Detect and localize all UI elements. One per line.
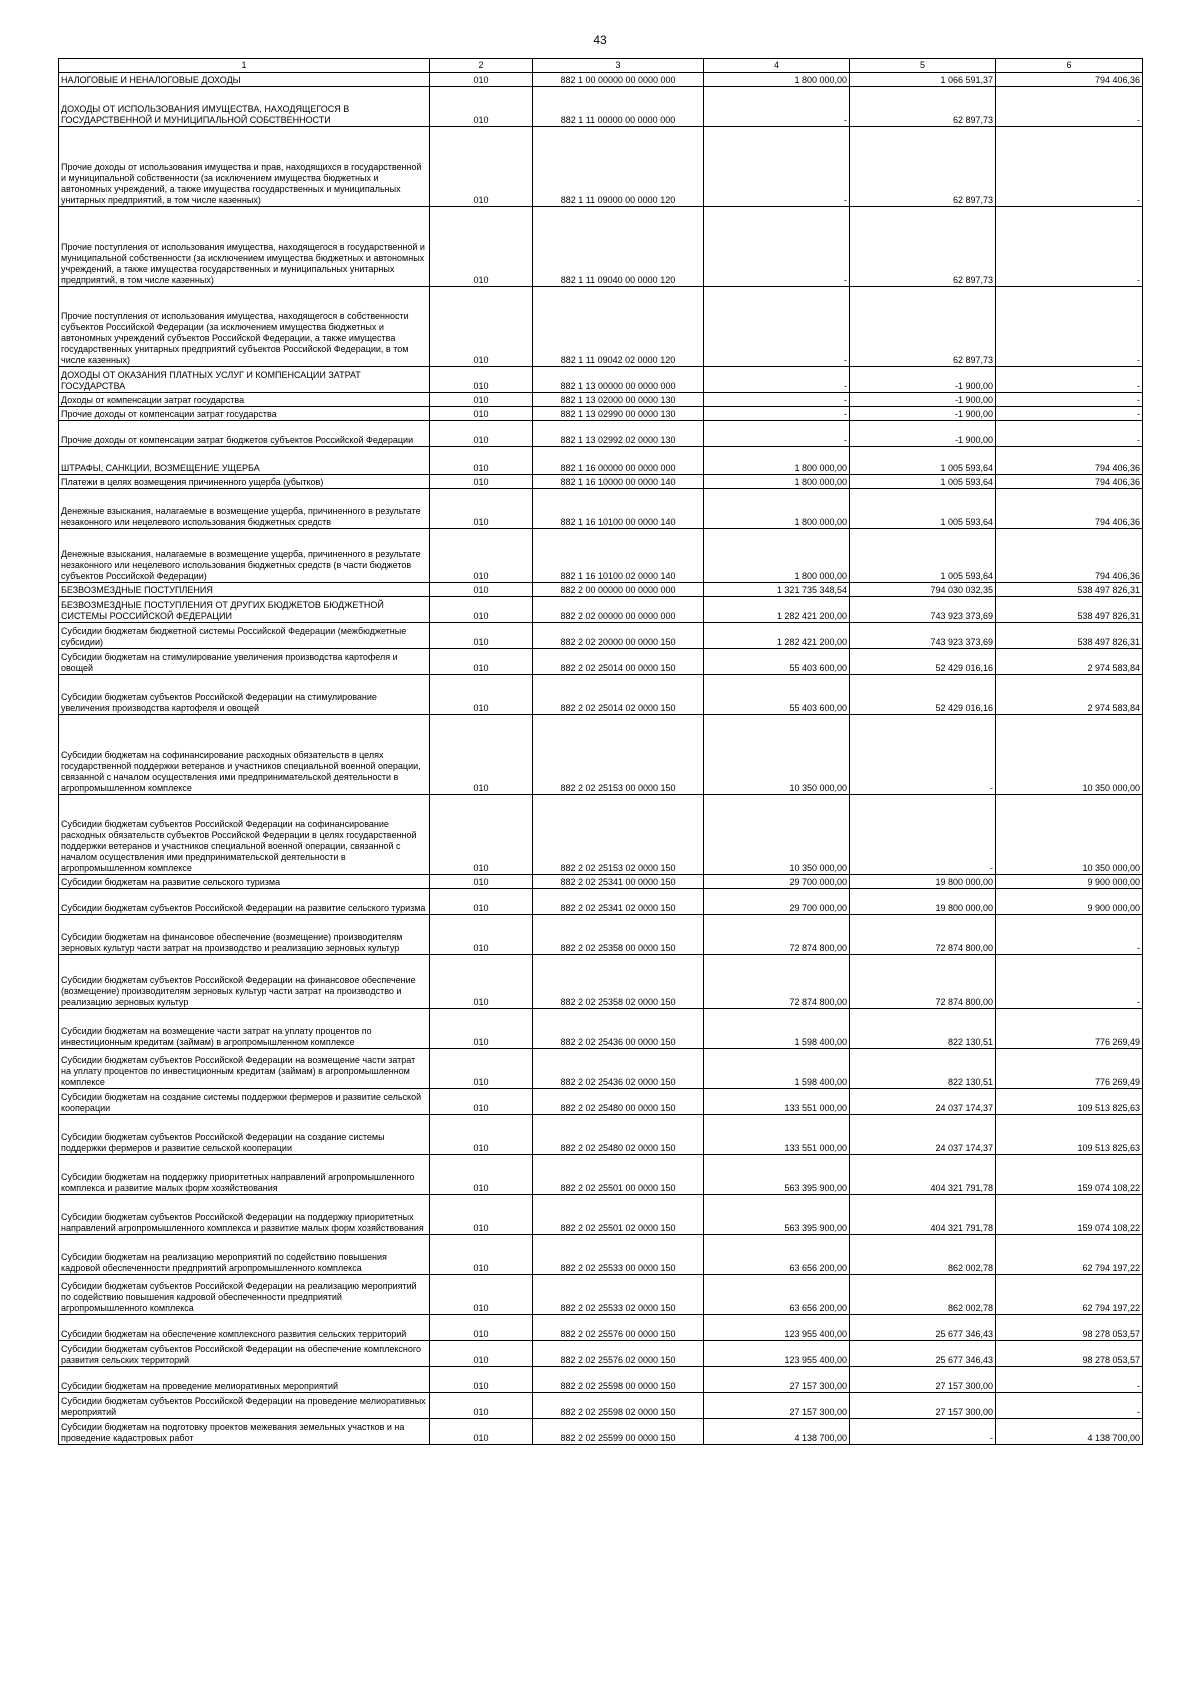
row-kbk: 882 2 02 25480 02 0000 150 xyxy=(533,1115,704,1155)
row-code: 010 xyxy=(430,649,533,675)
row-fact-value: 62 897,73 xyxy=(850,287,996,367)
row-plan-value: 133 551 000,00 xyxy=(704,1115,850,1155)
row-kbk: 882 2 02 25341 02 0000 150 xyxy=(533,889,704,915)
row-plan-value: 1 321 735 348,54 xyxy=(704,583,850,597)
row-fact-value: 25 677 346,43 xyxy=(850,1315,996,1341)
row-name: Субсидии бюджетам субъектов Российской Федерации на создание системы поддержки фермеров и развитие сельской кооперации xyxy=(59,1115,430,1155)
table-body xyxy=(59,73,1143,1445)
row-code: 010 xyxy=(430,489,533,529)
table-row xyxy=(59,421,1143,447)
table-row xyxy=(59,1235,1143,1275)
row-rest-value: 538 497 826,31 xyxy=(996,623,1143,649)
row-name: Субсидии бюджетам на возмещение части затрат на уплату процентов по инвестиционным кредитам (займам) в агропромышленном комплексе xyxy=(59,1009,430,1049)
row-plan-value: 1 282 421 200,00 xyxy=(704,623,850,649)
row-code: 010 xyxy=(430,393,533,407)
row-name: Субсидии бюджетам на обеспечение комплексного развития сельских территорий xyxy=(59,1315,430,1341)
row-fact-value: - xyxy=(850,715,996,795)
row-kbk: 882 2 02 25358 00 0000 150 xyxy=(533,915,704,955)
row-kbk: 882 2 02 25480 00 0000 150 xyxy=(533,1089,704,1115)
table-row xyxy=(59,1341,1143,1367)
row-fact-value: 743 923 373,69 xyxy=(850,597,996,623)
row-name: НАЛОГОВЫЕ И НЕНАЛОГОВЫЕ ДОХОДЫ xyxy=(59,73,430,87)
row-plan-value: 29 700 000,00 xyxy=(704,889,850,915)
row-kbk: 882 2 02 25576 00 0000 150 xyxy=(533,1315,704,1341)
row-code: 010 xyxy=(430,795,533,875)
row-plan-value: 27 157 300,00 xyxy=(704,1367,850,1393)
row-plan-value: - xyxy=(704,207,850,287)
row-code: 010 xyxy=(430,367,533,393)
row-name: Субсидии бюджетам на стимулирование увеличения производства картофеля и овощей xyxy=(59,649,430,675)
row-fact-value: 52 429 016,16 xyxy=(850,649,996,675)
row-name: Субсидии бюджетам на создание системы поддержки фермеров и развитие сельской кооперации xyxy=(59,1089,430,1115)
row-fact-value: 62 897,73 xyxy=(850,127,996,207)
table-row xyxy=(59,475,1143,489)
table-row xyxy=(59,367,1143,393)
row-code: 010 xyxy=(430,1155,533,1195)
row-code: 010 xyxy=(430,73,533,87)
table-row xyxy=(59,583,1143,597)
row-code: 010 xyxy=(430,407,533,421)
row-fact-value: 52 429 016,16 xyxy=(850,675,996,715)
table-row xyxy=(59,287,1143,367)
row-name: Субсидии бюджетам субъектов Российской Федерации на поддержку приоритетных направлений агропромышленного комплекса и развитие малых форм хозяйствования xyxy=(59,1195,430,1235)
column-header: 5 xyxy=(850,59,996,73)
row-name: БЕЗВОЗМЕЗДНЫЕ ПОСТУПЛЕНИЯ ОТ ДРУГИХ БЮДЖЕТОВ БЮДЖЕТНОЙ СИСТЕМЫ РОССИЙСКОЙ ФЕДЕРАЦИИ xyxy=(59,597,430,623)
row-name: БЕЗВОЗМЕЗДНЫЕ ПОСТУПЛЕНИЯ xyxy=(59,583,430,597)
row-rest-value: 794 406,36 xyxy=(996,475,1143,489)
row-plan-value: 563 395 900,00 xyxy=(704,1155,850,1195)
row-name: Прочие доходы от использования имущества и прав, находящихся в государственной и муниципальной собственности (за исключением имущества бюджетных и автономных учреждений, а также имущества государственных и муниципальных унитарных предприятий, в том числе казенных) xyxy=(59,127,430,207)
row-plan-value: 133 551 000,00 xyxy=(704,1089,850,1115)
table-row xyxy=(59,623,1143,649)
row-fact-value: 1 005 593,64 xyxy=(850,447,996,475)
row-fact-value: 24 037 174,37 xyxy=(850,1089,996,1115)
row-plan-value: 1 800 000,00 xyxy=(704,73,850,87)
row-plan-value: 123 955 400,00 xyxy=(704,1315,850,1341)
row-fact-value: 1 005 593,64 xyxy=(850,489,996,529)
row-name: Субсидии бюджетам субъектов Российской Федерации на обеспечение комплексного развития сельских территорий xyxy=(59,1341,430,1367)
row-kbk: 882 2 00 00000 00 0000 000 xyxy=(533,583,704,597)
row-kbk: 882 1 16 10100 02 0000 140 xyxy=(533,529,704,583)
row-kbk: 882 2 02 00000 00 0000 000 xyxy=(533,597,704,623)
row-name: Субсидии бюджетам субъектов Российской Федерации на возмещение части затрат на уплату процентов по инвестиционным кредитам (займам) в агропромышленном комплексе xyxy=(59,1049,430,1089)
row-plan-value: 4 138 700,00 xyxy=(704,1419,850,1445)
row-plan-value: - xyxy=(704,421,850,447)
table-row xyxy=(59,1049,1143,1089)
row-name: Субсидии бюджетам на подготовку проектов межевания земельных участков и на проведение кадастровых работ xyxy=(59,1419,430,1445)
column-header: 1 xyxy=(59,59,430,73)
row-rest-value: 538 497 826,31 xyxy=(996,597,1143,623)
row-kbk: 882 2 02 25358 02 0000 150 xyxy=(533,955,704,1009)
row-name: Субсидии бюджетам на проведение мелиоративных мероприятий xyxy=(59,1367,430,1393)
row-fact-value: -1 900,00 xyxy=(850,367,996,393)
row-name: Денежные взыскания, налагаемые в возмещение ущерба, причиненного в результате незаконного или нецелевого использования бюджетных средств (в части бюджетов субъектов Российской Федерации) xyxy=(59,529,430,583)
table-row xyxy=(59,407,1143,421)
row-kbk: 882 1 16 10100 00 0000 140 xyxy=(533,489,704,529)
row-code: 010 xyxy=(430,1275,533,1315)
row-rest-value: - xyxy=(996,1393,1143,1419)
row-fact-value: 72 874 800,00 xyxy=(850,955,996,1009)
row-kbk: 882 2 02 25153 02 0000 150 xyxy=(533,795,704,875)
row-code: 010 xyxy=(430,1315,533,1341)
row-fact-value: 72 874 800,00 xyxy=(850,915,996,955)
row-code: 010 xyxy=(430,1195,533,1235)
table-row xyxy=(59,597,1143,623)
table-row xyxy=(59,1155,1143,1195)
row-kbk: 882 1 16 00000 00 0000 000 xyxy=(533,447,704,475)
table-row xyxy=(59,1275,1143,1315)
row-rest-value: 159 074 108,22 xyxy=(996,1155,1143,1195)
row-fact-value: 19 800 000,00 xyxy=(850,875,996,889)
row-plan-value: 29 700 000,00 xyxy=(704,875,850,889)
row-kbk: 882 2 02 25598 00 0000 150 xyxy=(533,1367,704,1393)
row-fact-value: - xyxy=(850,795,996,875)
row-fact-value: -1 900,00 xyxy=(850,407,996,421)
row-code: 010 xyxy=(430,287,533,367)
row-name: Субсидии бюджетам субъектов Российской Федерации на стимулирование увеличения производства картофеля и овощей xyxy=(59,675,430,715)
row-fact-value: 822 130,51 xyxy=(850,1049,996,1089)
row-rest-value: 2 974 583,84 xyxy=(996,675,1143,715)
row-fact-value: -1 900,00 xyxy=(850,421,996,447)
row-kbk: 882 1 16 10000 00 0000 140 xyxy=(533,475,704,489)
row-rest-value: - xyxy=(996,393,1143,407)
row-plan-value: - xyxy=(704,367,850,393)
row-name: Прочие доходы от компенсации затрат бюджетов субъектов Российской Федерации xyxy=(59,421,430,447)
row-code: 010 xyxy=(430,675,533,715)
row-name: ДОХОДЫ ОТ ОКАЗАНИЯ ПЛАТНЫХ УСЛУГ И КОМПЕНСАЦИИ ЗАТРАТ ГОСУДАРСТВА xyxy=(59,367,430,393)
table-row xyxy=(59,675,1143,715)
row-kbk: 882 1 13 02990 00 0000 130 xyxy=(533,407,704,421)
row-plan-value: - xyxy=(704,407,850,421)
table-row xyxy=(59,529,1143,583)
row-rest-value: 159 074 108,22 xyxy=(996,1195,1143,1235)
row-kbk: 882 1 11 09000 00 0000 120 xyxy=(533,127,704,207)
row-rest-value: 10 350 000,00 xyxy=(996,795,1143,875)
row-code: 010 xyxy=(430,127,533,207)
row-rest-value: 98 278 053,57 xyxy=(996,1315,1143,1341)
row-name: Субсидии бюджетам субъектов Российской Федерации на финансовое обеспечение (возмещение) производителям зерновых культур части затрат на производство и реализацию зерновых культур xyxy=(59,955,430,1009)
page-number: 43 xyxy=(593,33,607,47)
row-kbk: 882 1 00 00000 00 0000 000 xyxy=(533,73,704,87)
table-row xyxy=(59,955,1143,1009)
row-plan-value: - xyxy=(704,393,850,407)
row-kbk: 882 2 02 25341 00 0000 150 xyxy=(533,875,704,889)
row-plan-value: - xyxy=(704,87,850,127)
row-name: Прочие поступления от использования имущества, находящегося в собственности субъектов Российской Федерации (за исключением имущества бюджетных и автономных учреждений субъектов Российской Федерации, а также имущества государственных унитарных предприятий субъектов Российской Федерации, в том числе казенных) xyxy=(59,287,430,367)
row-fact-value: 862 002,78 xyxy=(850,1275,996,1315)
row-plan-value: 72 874 800,00 xyxy=(704,915,850,955)
table-row xyxy=(59,127,1143,207)
table-row xyxy=(59,1115,1143,1155)
row-fact-value: - xyxy=(850,1419,996,1445)
row-plan-value: 1 800 000,00 xyxy=(704,475,850,489)
row-name: Субсидии бюджетам субъектов Российской Федерации на реализацию мероприятий по содействию повышения кадровой обеспеченности предприятий агропромышленного комплекса xyxy=(59,1275,430,1315)
row-plan-value: 63 656 200,00 xyxy=(704,1275,850,1315)
row-fact-value: 27 157 300,00 xyxy=(850,1393,996,1419)
row-kbk: 882 2 02 25153 00 0000 150 xyxy=(533,715,704,795)
table-row xyxy=(59,489,1143,529)
row-plan-value: 1 800 000,00 xyxy=(704,447,850,475)
row-code: 010 xyxy=(430,1115,533,1155)
row-fact-value: 404 321 791,78 xyxy=(850,1195,996,1235)
row-rest-value: 776 269,49 xyxy=(996,1009,1143,1049)
row-fact-value: 24 037 174,37 xyxy=(850,1115,996,1155)
row-kbk: 882 2 02 25598 02 0000 150 xyxy=(533,1393,704,1419)
row-fact-value: 62 897,73 xyxy=(850,87,996,127)
row-plan-value: - xyxy=(704,127,850,207)
row-name: Субсидии бюджетам субъектов Российской Федерации на развитие сельского туризма xyxy=(59,889,430,915)
row-code: 010 xyxy=(430,597,533,623)
row-fact-value: 862 002,78 xyxy=(850,1235,996,1275)
row-name: Субсидии бюджетам субъектов Российской Федерации на проведение мелиоративных мероприятий xyxy=(59,1393,430,1419)
row-fact-value: 794 030 032,35 xyxy=(850,583,996,597)
row-plan-value: 1 800 000,00 xyxy=(704,489,850,529)
row-kbk: 882 1 13 02000 00 0000 130 xyxy=(533,393,704,407)
row-kbk: 882 2 02 25014 00 0000 150 xyxy=(533,649,704,675)
row-code: 010 xyxy=(430,1049,533,1089)
row-kbk: 882 1 13 02992 02 0000 130 xyxy=(533,421,704,447)
row-name: Денежные взыскания, налагаемые в возмещение ущерба, причиненного в результате незаконного или нецелевого использования бюджетных средств xyxy=(59,489,430,529)
table-row xyxy=(59,1419,1143,1445)
row-rest-value: 2 974 583,84 xyxy=(996,649,1143,675)
row-code: 010 xyxy=(430,1341,533,1367)
row-rest-value: 9 900 000,00 xyxy=(996,889,1143,915)
row-plan-value: 63 656 200,00 xyxy=(704,1235,850,1275)
row-plan-value: 10 350 000,00 xyxy=(704,795,850,875)
row-plan-value: 27 157 300,00 xyxy=(704,1393,850,1419)
row-code: 010 xyxy=(430,915,533,955)
row-code: 010 xyxy=(430,87,533,127)
table-row xyxy=(59,393,1143,407)
row-kbk: 882 2 02 25599 00 0000 150 xyxy=(533,1419,704,1445)
row-rest-value: 794 406,36 xyxy=(996,447,1143,475)
row-kbk: 882 2 02 25501 00 0000 150 xyxy=(533,1155,704,1195)
row-name: ДОХОДЫ ОТ ИСПОЛЬЗОВАНИЯ ИМУЩЕСТВА, НАХОДЯЩЕГОСЯ В ГОСУДАРСТВЕННОЙ И МУНИЦИПАЛЬНОЙ СОБСТВЕННОСТИ xyxy=(59,87,430,127)
row-plan-value: 563 395 900,00 xyxy=(704,1195,850,1235)
row-code: 010 xyxy=(430,955,533,1009)
row-name: Доходы от компенсации затрат государства xyxy=(59,393,430,407)
row-kbk: 882 2 02 25436 02 0000 150 xyxy=(533,1049,704,1089)
row-plan-value: 1 598 400,00 xyxy=(704,1049,850,1089)
row-rest-value: - xyxy=(996,955,1143,1009)
row-rest-value: 4 138 700,00 xyxy=(996,1419,1143,1445)
row-rest-value: 9 900 000,00 xyxy=(996,875,1143,889)
table-row xyxy=(59,87,1143,127)
table-row xyxy=(59,1009,1143,1049)
row-rest-value: - xyxy=(996,1367,1143,1393)
row-code: 010 xyxy=(430,889,533,915)
table-row xyxy=(59,1089,1143,1115)
row-fact-value: 822 130,51 xyxy=(850,1009,996,1049)
table-row xyxy=(59,1195,1143,1235)
row-name: ШТРАФЫ, САНКЦИИ, ВОЗМЕЩЕНИЕ УЩЕРБА xyxy=(59,447,430,475)
row-name: Субсидии бюджетам на поддержку приоритетных направлений агропромышленного комплекса и развитие малых форм хозяйствования xyxy=(59,1155,430,1195)
row-code: 010 xyxy=(430,207,533,287)
row-code: 010 xyxy=(430,1009,533,1049)
row-name: Платежи в целях возмещения причиненного ущерба (убытков) xyxy=(59,475,430,489)
table-row xyxy=(59,649,1143,675)
row-kbk: 882 1 13 00000 00 0000 000 xyxy=(533,367,704,393)
row-kbk: 882 1 11 00000 00 0000 000 xyxy=(533,87,704,127)
table-row xyxy=(59,73,1143,87)
row-rest-value: 776 269,49 xyxy=(996,1049,1143,1089)
row-kbk: 882 2 02 25014 02 0000 150 xyxy=(533,675,704,715)
row-name: Прочие доходы от компенсации затрат государства xyxy=(59,407,430,421)
row-rest-value: - xyxy=(996,127,1143,207)
row-plan-value: - xyxy=(704,287,850,367)
row-fact-value: 62 897,73 xyxy=(850,207,996,287)
row-plan-value: 10 350 000,00 xyxy=(704,715,850,795)
row-plan-value: 55 403 600,00 xyxy=(704,649,850,675)
row-kbk: 882 2 02 25436 00 0000 150 xyxy=(533,1009,704,1049)
row-code: 010 xyxy=(430,447,533,475)
row-code: 010 xyxy=(430,1393,533,1419)
row-fact-value: 1 005 593,64 xyxy=(850,529,996,583)
row-code: 010 xyxy=(430,1367,533,1393)
row-rest-value: 62 794 197,22 xyxy=(996,1275,1143,1315)
row-rest-value: 109 513 825,63 xyxy=(996,1089,1143,1115)
row-code: 010 xyxy=(430,715,533,795)
row-rest-value: - xyxy=(996,915,1143,955)
row-code: 010 xyxy=(430,583,533,597)
row-rest-value: 62 794 197,22 xyxy=(996,1235,1143,1275)
row-rest-value: - xyxy=(996,87,1143,127)
row-name: Субсидии бюджетам субъектов Российской Федерации на софинансирование расходных обязательств субъектов Российской Федерации в целях государственной поддержки ветеранов и участников специальной военной операции, связанной с началом осуществления ими предпринимательской деятельности в агропромышленном комплексе xyxy=(59,795,430,875)
row-fact-value: 27 157 300,00 xyxy=(850,1367,996,1393)
row-kbk: 882 1 11 09040 00 0000 120 xyxy=(533,207,704,287)
row-rest-value: - xyxy=(996,207,1143,287)
row-fact-value: -1 900,00 xyxy=(850,393,996,407)
revenue-report-table xyxy=(58,58,1143,1445)
table-row xyxy=(59,875,1143,889)
row-fact-value: 404 321 791,78 xyxy=(850,1155,996,1195)
column-header: 2 xyxy=(430,59,533,73)
row-code: 010 xyxy=(430,1419,533,1445)
row-plan-value: 72 874 800,00 xyxy=(704,955,850,1009)
column-header: 6 xyxy=(996,59,1143,73)
table-row xyxy=(59,795,1143,875)
row-code: 010 xyxy=(430,875,533,889)
table-row xyxy=(59,915,1143,955)
row-rest-value: 10 350 000,00 xyxy=(996,715,1143,795)
row-rest-value: 794 406,36 xyxy=(996,73,1143,87)
row-name: Субсидии бюджетам на развитие сельского туризма xyxy=(59,875,430,889)
row-rest-value: 98 278 053,57 xyxy=(996,1341,1143,1367)
table-row xyxy=(59,715,1143,795)
row-name: Субсидии бюджетам на финансовое обеспечение (возмещение) производителям зерновых культур части затрат на производство и реализацию зерновых культур xyxy=(59,915,430,955)
row-kbk: 882 2 02 25533 00 0000 150 xyxy=(533,1235,704,1275)
row-rest-value: 794 406,36 xyxy=(996,489,1143,529)
row-name: Прочие поступления от использования имущества, находящегося в государственной и муниципальной собственности (за исключением имущества бюджетных и автономных учреждений, а также имущества государственных и муниципальных унитарных предприятий, в том числе казенных) xyxy=(59,207,430,287)
row-rest-value: - xyxy=(996,367,1143,393)
row-plan-value: 123 955 400,00 xyxy=(704,1341,850,1367)
row-rest-value: - xyxy=(996,287,1143,367)
row-code: 010 xyxy=(430,1089,533,1115)
row-fact-value: 1 066 591,37 xyxy=(850,73,996,87)
table-row xyxy=(59,889,1143,915)
row-kbk: 882 2 02 20000 00 0000 150 xyxy=(533,623,704,649)
column-header: 4 xyxy=(704,59,850,73)
table-row xyxy=(59,1315,1143,1341)
row-kbk: 882 2 02 25576 02 0000 150 xyxy=(533,1341,704,1367)
table-row xyxy=(59,1367,1143,1393)
table-row xyxy=(59,1393,1143,1419)
row-code: 010 xyxy=(430,529,533,583)
row-plan-value: 1 800 000,00 xyxy=(704,529,850,583)
row-rest-value: - xyxy=(996,407,1143,421)
row-kbk: 882 2 02 25501 02 0000 150 xyxy=(533,1195,704,1235)
row-code: 010 xyxy=(430,1235,533,1275)
row-rest-value: - xyxy=(996,421,1143,447)
row-fact-value: 743 923 373,69 xyxy=(850,623,996,649)
table-row xyxy=(59,207,1143,287)
row-code: 010 xyxy=(430,475,533,489)
row-plan-value: 1 282 421 200,00 xyxy=(704,597,850,623)
row-rest-value: 109 513 825,63 xyxy=(996,1115,1143,1155)
row-plan-value: 55 403 600,00 xyxy=(704,675,850,715)
column-header: 3 xyxy=(533,59,704,73)
row-kbk: 882 2 02 25533 02 0000 150 xyxy=(533,1275,704,1315)
row-code: 010 xyxy=(430,623,533,649)
table-row xyxy=(59,447,1143,475)
row-fact-value: 19 800 000,00 xyxy=(850,889,996,915)
row-fact-value: 1 005 593,64 xyxy=(850,475,996,489)
row-code: 010 xyxy=(430,421,533,447)
row-rest-value: 794 406,36 xyxy=(996,529,1143,583)
row-plan-value: 1 598 400,00 xyxy=(704,1009,850,1049)
row-name: Субсидии бюджетам бюджетной системы Российской Федерации (межбюджетные субсидии) xyxy=(59,623,430,649)
column-number-row xyxy=(59,59,1143,73)
row-kbk: 882 1 11 09042 02 0000 120 xyxy=(533,287,704,367)
row-name: Субсидии бюджетам на софинансирование расходных обязательств в целях государственной поддержки ветеранов и участников специальной военной операции, связанной с началом осуществления ими предпринимательской деятельности в агропромышленном комплексе xyxy=(59,715,430,795)
row-fact-value: 25 677 346,43 xyxy=(850,1341,996,1367)
row-name: Субсидии бюджетам на реализацию мероприятий по содействию повышения кадровой обеспеченности предприятий агропромышленного комплекса xyxy=(59,1235,430,1275)
row-rest-value: 538 497 826,31 xyxy=(996,583,1143,597)
